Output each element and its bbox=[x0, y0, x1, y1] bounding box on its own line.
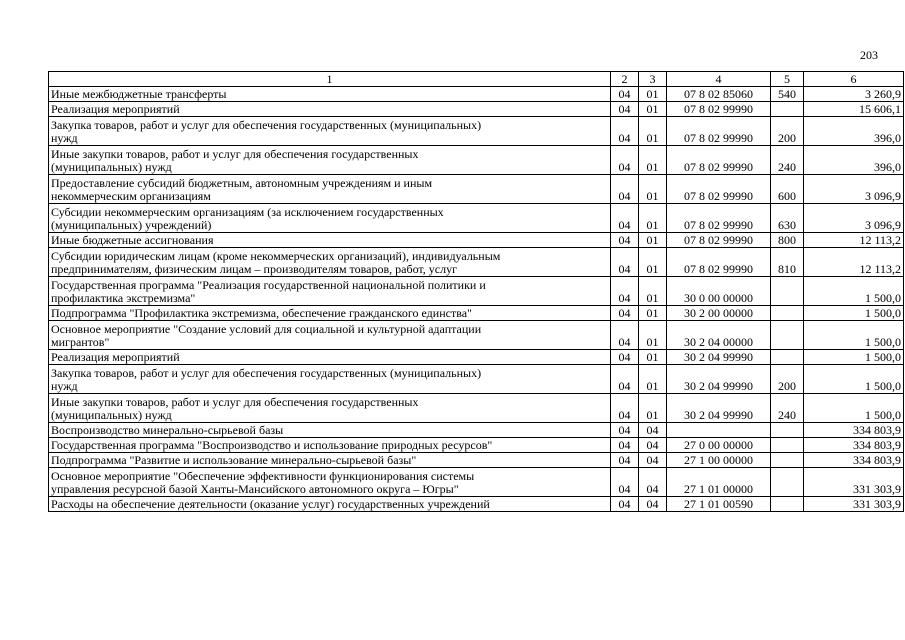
row-section-cell: 04 bbox=[611, 497, 639, 512]
row-section-cell: 04 bbox=[611, 350, 639, 365]
row-subsection-cell: 04 bbox=[639, 423, 667, 438]
row-name-cell bbox=[49, 248, 611, 277]
row-section-cell: 04 bbox=[611, 175, 639, 204]
row-subsection-cell: 01 bbox=[639, 277, 667, 306]
row-name-cell bbox=[49, 365, 611, 394]
row-expense-type-cell: 630 bbox=[771, 204, 804, 233]
header-col-2: 2 bbox=[611, 72, 639, 87]
row-amount-cell: 334 803,9 bbox=[804, 423, 904, 438]
row-subsection-cell: 01 bbox=[639, 394, 667, 423]
row-name-line: Иные бюджетные ассигнования bbox=[51, 233, 214, 247]
row-name-line: Иные закупки товаров, работ и услуг для обеспечения государственных bbox=[51, 395, 419, 409]
row-amount-cell: 1 500,0 bbox=[804, 365, 904, 394]
table-row bbox=[49, 423, 904, 438]
row-expense-type-cell bbox=[771, 468, 804, 497]
row-amount-cell: 12 113,2 bbox=[804, 233, 904, 248]
row-subsection-cell: 01 bbox=[639, 321, 667, 350]
row-amount-cell: 396,0 bbox=[804, 117, 904, 146]
table-row bbox=[49, 365, 904, 394]
row-section-cell: 04 bbox=[611, 204, 639, 233]
row-subsection-cell: 01 bbox=[639, 87, 667, 102]
row-name-cell bbox=[49, 87, 611, 102]
row-target-article-cell: 30 2 04 99990 bbox=[667, 365, 771, 394]
row-name-line: Субсидии юридическим лицам (кроме некоммерческих организаций), индивидуальным bbox=[51, 249, 501, 263]
row-section-cell: 04 bbox=[611, 365, 639, 394]
row-amount-cell: 334 803,9 bbox=[804, 438, 904, 453]
row-target-article-cell: 30 2 04 99990 bbox=[667, 394, 771, 423]
row-section-cell: 04 bbox=[611, 277, 639, 306]
row-target-article-cell: 07 8 02 85060 bbox=[667, 87, 771, 102]
row-section-cell: 04 bbox=[611, 233, 639, 248]
row-name-line: Воспроизводство минерально-сырьевой базы bbox=[51, 423, 284, 437]
table-row bbox=[49, 321, 904, 350]
row-target-article-cell bbox=[667, 423, 771, 438]
row-name-cell bbox=[49, 233, 611, 248]
row-expense-type-cell: 600 bbox=[771, 175, 804, 204]
table-body bbox=[49, 72, 904, 512]
table-row bbox=[49, 175, 904, 204]
row-subsection-cell: 01 bbox=[639, 306, 667, 321]
row-subsection-cell: 04 bbox=[639, 497, 667, 512]
row-target-article-cell: 07 8 02 99990 bbox=[667, 248, 771, 277]
table-row bbox=[49, 306, 904, 321]
row-name-line: Подпрограмма "Развитие и использование минерально-сырьевой базы" bbox=[51, 453, 417, 467]
row-amount-cell: 1 500,0 bbox=[804, 277, 904, 306]
row-name-line: (муниципальных) нужд bbox=[51, 160, 172, 174]
row-name-line: управления ресурсной базой Ханты-Мансийского автономного округа – Югры" bbox=[51, 482, 459, 496]
row-subsection-cell: 01 bbox=[639, 204, 667, 233]
row-name-line: предпринимателям, физическим лицам – производителям товаров, работ, услуг bbox=[51, 262, 457, 276]
table-row bbox=[49, 233, 904, 248]
row-name-line: Иные закупки товаров, работ и услуг для обеспечения государственных bbox=[51, 147, 419, 161]
page-number: 203 bbox=[860, 48, 878, 62]
row-amount-cell: 15 606,1 bbox=[804, 102, 904, 117]
row-expense-type-cell: 200 bbox=[771, 365, 804, 394]
row-target-article-cell: 07 8 02 99990 bbox=[667, 175, 771, 204]
row-name-cell bbox=[49, 204, 611, 233]
row-expense-type-cell bbox=[771, 277, 804, 306]
row-expense-type-cell: 540 bbox=[771, 87, 804, 102]
row-expense-type-cell: 810 bbox=[771, 248, 804, 277]
row-subsection-cell: 01 bbox=[639, 175, 667, 204]
table-row bbox=[49, 204, 904, 233]
row-amount-cell: 1 500,0 bbox=[804, 350, 904, 365]
table-row bbox=[49, 350, 904, 365]
row-section-cell: 04 bbox=[611, 394, 639, 423]
row-section-cell: 04 bbox=[611, 438, 639, 453]
row-amount-cell: 12 113,2 bbox=[804, 248, 904, 277]
row-amount-cell: 3 096,9 bbox=[804, 204, 904, 233]
row-amount-cell: 331 303,9 bbox=[804, 497, 904, 512]
row-name-line: Государственная программа "Воспроизводство и использование природных ресурсов" bbox=[51, 438, 493, 452]
header-col-1: 1 bbox=[49, 72, 611, 87]
table-row bbox=[49, 497, 904, 512]
table-row bbox=[49, 117, 904, 146]
row-subsection-cell: 01 bbox=[639, 117, 667, 146]
row-amount-cell: 1 500,0 bbox=[804, 394, 904, 423]
table-header-row bbox=[49, 72, 904, 87]
row-section-cell: 04 bbox=[611, 117, 639, 146]
row-name-cell bbox=[49, 306, 611, 321]
row-subsection-cell: 01 bbox=[639, 102, 667, 117]
table-row bbox=[49, 102, 904, 117]
row-name-line: Реализация мероприятий bbox=[51, 350, 180, 364]
row-section-cell: 04 bbox=[611, 306, 639, 321]
row-name-cell bbox=[49, 423, 611, 438]
row-subsection-cell: 01 bbox=[639, 365, 667, 394]
row-expense-type-cell bbox=[771, 453, 804, 468]
row-name-line: Субсидии некоммерческим организациям (за исключением государственных bbox=[51, 205, 444, 219]
row-target-article-cell: 07 8 02 99990 bbox=[667, 233, 771, 248]
row-name-line: Закупка товаров, работ и услуг для обеспечения государственных (муниципальных) bbox=[51, 366, 482, 380]
row-name-cell bbox=[49, 438, 611, 453]
table-row bbox=[49, 438, 904, 453]
table-row bbox=[49, 248, 904, 277]
table-row bbox=[49, 468, 904, 497]
row-expense-type-cell: 200 bbox=[771, 117, 804, 146]
row-name-line: Государственная программа "Реализация государственной национальной политики и bbox=[51, 278, 486, 292]
row-target-article-cell: 27 1 00 00000 bbox=[667, 453, 771, 468]
row-target-article-cell: 30 2 04 99990 bbox=[667, 350, 771, 365]
row-expense-type-cell bbox=[771, 497, 804, 512]
row-section-cell: 04 bbox=[611, 423, 639, 438]
table-row bbox=[49, 277, 904, 306]
row-target-article-cell: 07 8 02 99990 bbox=[667, 117, 771, 146]
table-row bbox=[49, 146, 904, 175]
row-name-cell bbox=[49, 468, 611, 497]
row-target-article-cell: 30 2 04 00000 bbox=[667, 321, 771, 350]
row-section-cell: 04 bbox=[611, 321, 639, 350]
row-name-cell bbox=[49, 453, 611, 468]
row-expense-type-cell bbox=[771, 306, 804, 321]
row-subsection-cell: 04 bbox=[639, 453, 667, 468]
row-name-cell bbox=[49, 175, 611, 204]
row-expense-type-cell bbox=[771, 102, 804, 117]
row-target-article-cell: 07 8 02 99990 bbox=[667, 102, 771, 117]
row-name-line: Расходы на обеспечение деятельности (оказание услуг) государственных учреждений bbox=[51, 497, 490, 511]
row-subsection-cell: 04 bbox=[639, 438, 667, 453]
row-target-article-cell: 07 8 02 99990 bbox=[667, 146, 771, 175]
row-amount-cell: 3 096,9 bbox=[804, 175, 904, 204]
row-section-cell: 04 bbox=[611, 468, 639, 497]
row-amount-cell: 1 500,0 bbox=[804, 306, 904, 321]
header-col-5: 5 bbox=[771, 72, 804, 87]
row-target-article-cell: 30 2 00 00000 bbox=[667, 306, 771, 321]
row-name-line: мигрантов" bbox=[51, 335, 110, 349]
row-subsection-cell: 01 bbox=[639, 248, 667, 277]
row-amount-cell: 3 260,9 bbox=[804, 87, 904, 102]
row-target-article-cell: 27 1 01 00590 bbox=[667, 497, 771, 512]
row-target-article-cell: 27 0 00 00000 bbox=[667, 438, 771, 453]
row-subsection-cell: 01 bbox=[639, 146, 667, 175]
row-expense-type-cell bbox=[771, 321, 804, 350]
row-name-line: Подпрограмма "Профилактика экстремизма, обеспечение гражданского единства" bbox=[51, 306, 472, 320]
row-expense-type-cell bbox=[771, 423, 804, 438]
row-expense-type-cell: 800 bbox=[771, 233, 804, 248]
row-target-article-cell: 07 8 02 99990 bbox=[667, 204, 771, 233]
row-section-cell: 04 bbox=[611, 102, 639, 117]
row-name-line: Закупка товаров, работ и услуг для обеспечения государственных (муниципальных) bbox=[51, 118, 482, 132]
row-name-line: профилактика экстремизма" bbox=[51, 291, 196, 305]
row-amount-cell: 396,0 bbox=[804, 146, 904, 175]
row-expense-type-cell: 240 bbox=[771, 146, 804, 175]
row-target-article-cell: 30 0 00 00000 bbox=[667, 277, 771, 306]
row-name-line: нужд bbox=[51, 131, 78, 145]
row-section-cell: 04 bbox=[611, 87, 639, 102]
header-col-3: 3 bbox=[639, 72, 667, 87]
row-name-line: Основное мероприятие "Создание условий для социальной и культурной адаптации bbox=[51, 322, 482, 336]
row-name-cell bbox=[49, 350, 611, 365]
row-name-cell bbox=[49, 321, 611, 350]
row-name-line: Основное мероприятие "Обеспечение эффективности функционирования системы bbox=[51, 469, 475, 483]
row-name-cell bbox=[49, 117, 611, 146]
header-col-4: 4 bbox=[667, 72, 771, 87]
row-name-line: (муниципальных) учреждений) bbox=[51, 218, 212, 232]
row-subsection-cell: 01 bbox=[639, 233, 667, 248]
budget-table bbox=[48, 71, 904, 512]
row-expense-type-cell: 240 bbox=[771, 394, 804, 423]
row-expense-type-cell bbox=[771, 438, 804, 453]
row-name-cell bbox=[49, 102, 611, 117]
row-subsection-cell: 04 bbox=[639, 468, 667, 497]
table-row bbox=[49, 453, 904, 468]
row-section-cell: 04 bbox=[611, 248, 639, 277]
table-row bbox=[49, 394, 904, 423]
row-name-line: некоммерческим организациям bbox=[51, 189, 211, 203]
row-name-cell bbox=[49, 277, 611, 306]
row-target-article-cell: 27 1 01 00000 bbox=[667, 468, 771, 497]
row-name-line: Реализация мероприятий bbox=[51, 102, 180, 116]
row-amount-cell: 334 803,9 bbox=[804, 453, 904, 468]
row-expense-type-cell bbox=[771, 350, 804, 365]
table-row bbox=[49, 87, 904, 102]
row-name-line: нужд bbox=[51, 379, 78, 393]
row-name-cell bbox=[49, 394, 611, 423]
row-name-line: (муниципальных) нужд bbox=[51, 408, 172, 422]
row-section-cell: 04 bbox=[611, 146, 639, 175]
row-name-cell bbox=[49, 497, 611, 512]
row-name-line: Иные межбюджетные трансферты bbox=[51, 87, 227, 101]
row-subsection-cell: 01 bbox=[639, 350, 667, 365]
row-name-line: Предоставление субсидий бюджетным, автономным учреждениям и иным bbox=[51, 176, 433, 190]
row-amount-cell: 331 303,9 bbox=[804, 468, 904, 497]
row-section-cell: 04 bbox=[611, 453, 639, 468]
row-name-cell bbox=[49, 146, 611, 175]
row-amount-cell: 1 500,0 bbox=[804, 321, 904, 350]
header-col-6: 6 bbox=[804, 72, 904, 87]
